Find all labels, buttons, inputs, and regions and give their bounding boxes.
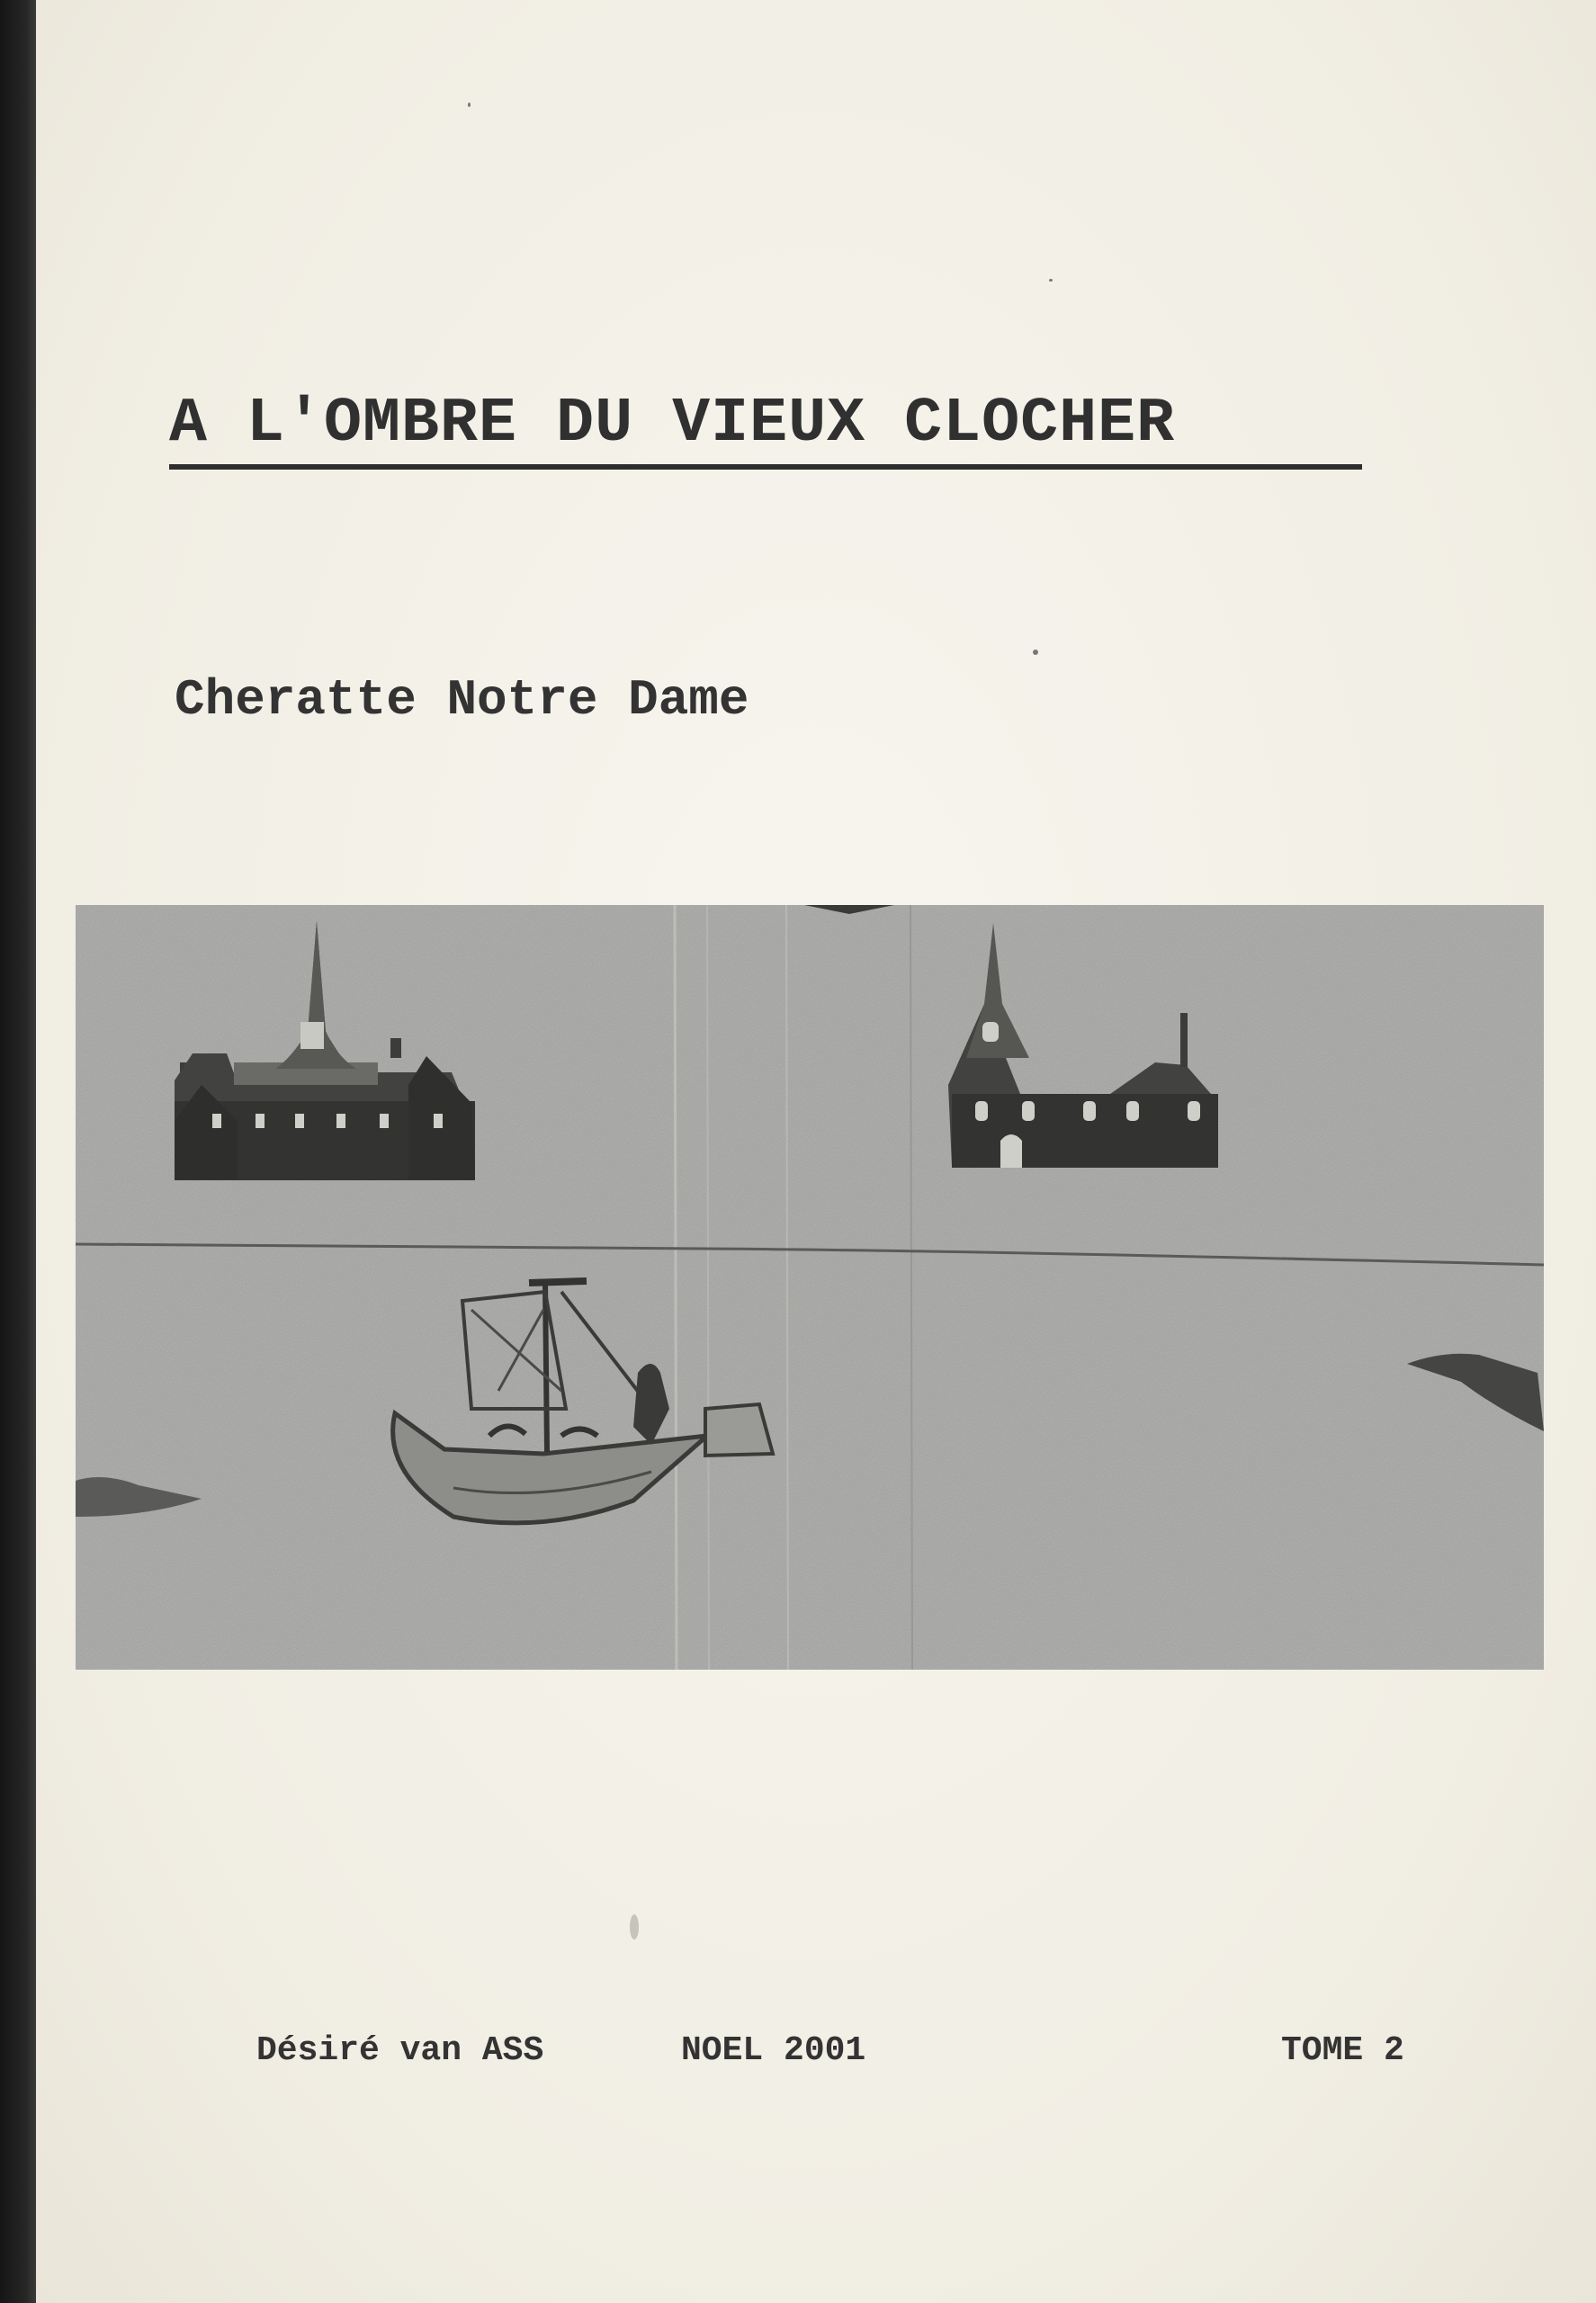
paper-speck [1049,279,1053,282]
publication-date: NOEL 2001 [681,2031,866,2070]
paper-speck [630,1914,639,1940]
cover-illustration [76,905,1544,1670]
cover-subtitle: Cheratte Notre Dame [175,671,749,729]
book-spine [0,0,36,2303]
paper-speck [468,103,471,107]
volume-number: TOME 2 [1281,2031,1404,2070]
cover-title: A L'OMBRE DU VIEUX CLOCHER [169,389,1176,460]
paper-speck [1033,650,1038,655]
title-underline [169,464,1362,470]
author-name: Désiré van ASS [256,2031,544,2070]
